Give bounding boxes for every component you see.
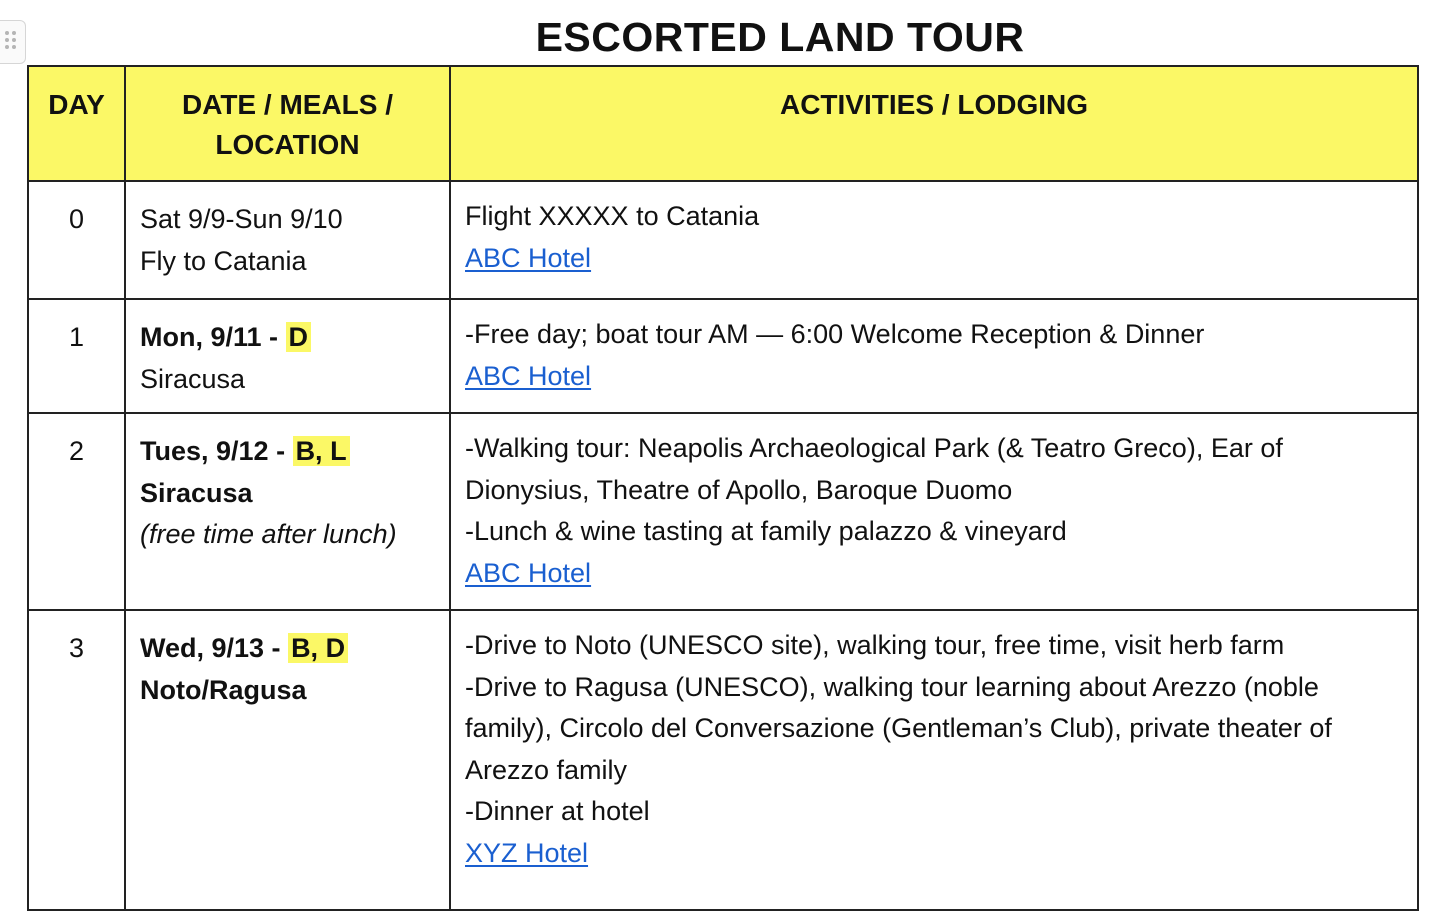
date-cell [125,181,450,299]
activity-line: -Free day; boat tour AM — 6:00 Welcome Reception & Dinner [465,319,1205,349]
meals-badge: B, D [288,633,348,663]
activities-cell [450,299,1418,413]
hotel-link[interactable]: ABC Hotel [465,242,592,273]
activity-line: Arezzo family [465,754,628,785]
header-activities-lodging: ACTIVITIES / LODGING [450,66,1418,181]
activity-line: -Drive to Noto (UNESCO site), walking tour, free time, visit herb farm [465,630,1285,660]
header-date-line1: DATE / MEALS / [181,89,394,120]
activities-cell [450,181,1418,299]
day-number: 2 [28,413,125,610]
table-row [28,413,1418,610]
table-row [28,181,1418,299]
location-text: Siracusa [140,363,246,394]
date-text: Tues, 9/12 - [140,436,293,466]
date-cell [125,610,450,910]
header-date-line2: LOCATION [215,129,360,160]
date-text: Sat 9/9-Sun 9/10 [140,204,343,234]
day-number: 3 [28,610,125,910]
activity-line: family), Circolo del Conversazione (Gentleman’s Club), private theater of [465,713,1332,743]
activity-line: Flight XXXXX to Catania [465,201,760,231]
location-text: Siracusa [140,477,253,508]
document-title: ESCORTED LAND TOUR [535,14,1025,60]
header-date-meals-location [125,66,450,181]
location-text: Fly to Catania [140,245,307,276]
date-cell [125,299,450,413]
itinerary-table [27,65,1419,911]
table-row [28,299,1418,413]
activity-line: -Drive to Ragusa (UNESCO), walking tour learning about Arezzo (noble [465,671,1319,702]
hotel-link[interactable]: XYZ Hotel [465,837,589,868]
activity-line: -Walking tour: Neapolis Archaeological Park (& Teatro Greco), Ear of [465,433,1283,463]
activity-line: -Dinner at hotel [465,796,650,826]
day-number: 1 [28,299,125,413]
activity-line: -Lunch & wine tasting at family palazzo & vineyard [465,516,1067,546]
day-number: 0 [28,181,125,299]
meals-badge: B, L [293,436,350,466]
hotel-link[interactable]: ABC Hotel [465,557,592,588]
location-text: Noto/Ragusa [140,674,307,705]
activity-line: Dionysius, Theatre of Apollo, Baroque Duomo [465,474,1013,505]
header-row [28,66,1418,181]
activities-cell [450,610,1418,910]
activities-cell [450,413,1418,610]
date-cell [125,413,450,610]
date-text: Wed, 9/13 - [140,633,289,663]
note-text: (free time after lunch) [140,519,397,549]
meals-badge: D [286,322,312,352]
hotel-link[interactable]: ABC Hotel [465,360,592,391]
table-row [28,610,1418,910]
header-day: DAY [28,66,125,181]
date-text: Mon, 9/11 - [140,322,286,352]
